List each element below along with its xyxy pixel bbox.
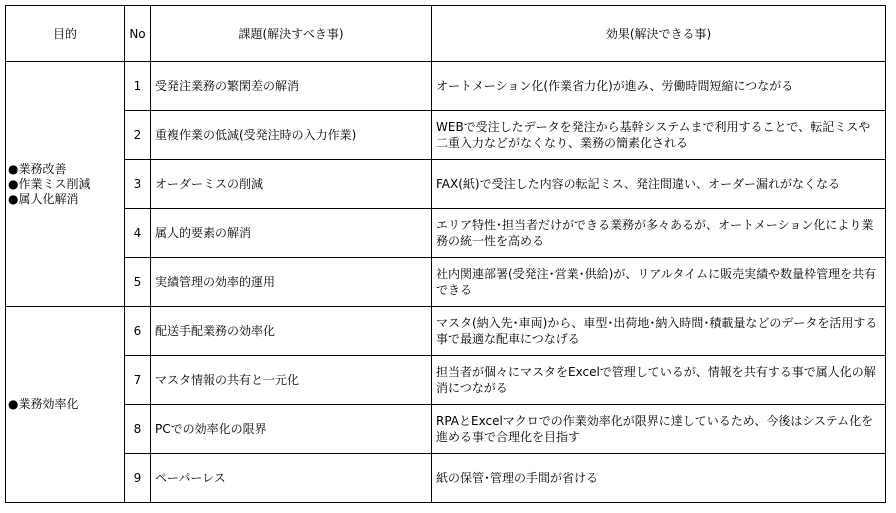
table-row <box>6 160 886 209</box>
effect-cell: RPAとExcelマクロでの作業効率化が限界に達しているため、今後はシステム化を進める事で合理化を目指す <box>432 405 886 454</box>
row-number: 3 <box>125 160 151 209</box>
header-effect: 効果(解決できる事) <box>432 6 886 62</box>
issue-cell: 受発注業務の繁閑差の解消 <box>151 62 432 111</box>
table-row <box>6 62 886 111</box>
row-number: 7 <box>125 356 151 405</box>
header-issue: 課題(解決すべき事) <box>151 6 432 62</box>
row-number: 4 <box>125 209 151 258</box>
row-number: 9 <box>125 454 151 503</box>
effect-cell: FAX(紙)で受注した内容の転記ミス、発注間違い、オーダー漏れがなくなる <box>432 160 886 209</box>
purpose-item: ●業務効率化 <box>8 397 79 411</box>
issue-cell: 重複作業の低減(受発注時の入力作業) <box>151 111 432 160</box>
table-row <box>6 356 886 405</box>
issue-cell: 属人的要素の解消 <box>151 209 432 258</box>
purpose-item: ●業務改善 <box>8 161 67 176</box>
table-row <box>6 258 886 307</box>
row-number: 2 <box>125 111 151 160</box>
row-number: 6 <box>125 307 151 356</box>
purpose-cell-improvement <box>6 62 125 307</box>
effect-cell: WEBで受注したデータを発注から基幹システムまで利用することで、転記ミスや二重入力などがなくなり、業務の簡素化される <box>432 111 886 160</box>
purpose-cell-efficiency <box>6 307 125 503</box>
table-row <box>6 307 886 356</box>
issues-table <box>5 5 886 503</box>
row-number: 8 <box>125 405 151 454</box>
header-no: No <box>125 6 151 62</box>
issue-cell: オーダーミスの削減 <box>151 160 432 209</box>
row-number: 1 <box>125 62 151 111</box>
effect-cell: 担当者が個々にマスタをExcelで管理しているが、情報を共有する事で属人化の解消につながる <box>432 356 886 405</box>
issue-cell: 配送手配業務の効率化 <box>151 307 432 356</box>
header-row <box>6 6 886 62</box>
effect-cell: マスタ(納入先･車両)から、車型･出荷地･納入時間･積載量などのデータを活用する事で最適な配車につなげる <box>432 307 886 356</box>
effect-cell: エリア特性･担当者だけができる業務が多々あるが、オートメーション化により業務の統一性を高める <box>432 209 886 258</box>
issue-cell: PCでの効率化の限界 <box>151 405 432 454</box>
table-row <box>6 209 886 258</box>
issues-table-container <box>5 5 886 503</box>
effect-cell: 社内関連部署(受発注･営業･供給)が、リアルタイムに販売実績や数量枠管理を共有できる <box>432 258 886 307</box>
table-body <box>6 62 886 503</box>
header-purpose: 目的 <box>6 6 125 62</box>
purpose-item: ●作業ミス削減 <box>8 176 91 191</box>
row-number: 5 <box>125 258 151 307</box>
purpose-item: ●属人化解消 <box>8 191 79 206</box>
table-row <box>6 405 886 454</box>
issue-cell: ペーパーレス <box>151 454 432 503</box>
effect-cell: オートメーション化(作業省力化)が進み、労働時間短縮につながる <box>432 62 886 111</box>
table-row <box>6 111 886 160</box>
issue-cell: マスタ情報の共有と一元化 <box>151 356 432 405</box>
effect-cell: 紙の保管･管理の手間が省ける <box>432 454 886 503</box>
table-row <box>6 454 886 503</box>
issue-cell: 実績管理の効率的運用 <box>151 258 432 307</box>
